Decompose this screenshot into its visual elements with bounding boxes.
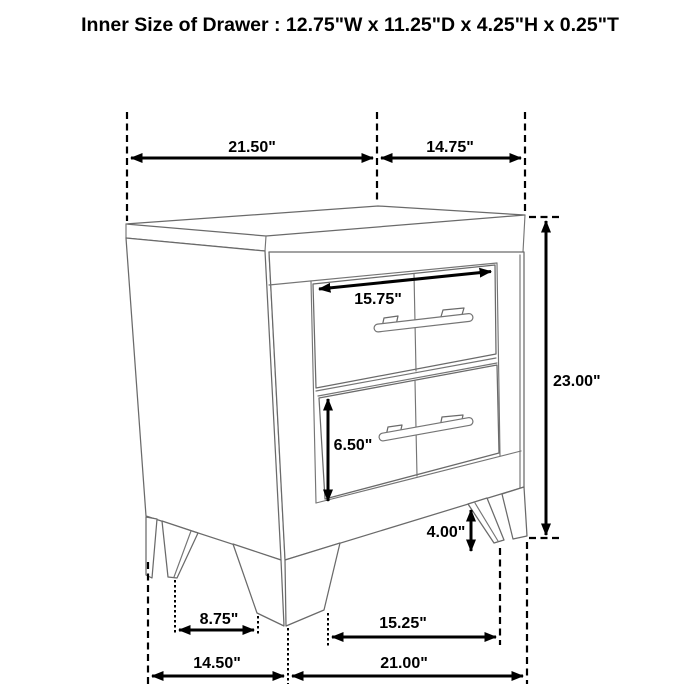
dim-top-right-depth [381,112,525,212]
page-title: Inner Size of Drawer : 12.75"W x 11.25"D x 4.25"H x 0.25"T [81,14,619,36]
dim-front-leg-gap [175,580,258,634]
back-right-leg [502,487,527,539]
dimension-label: 8.75" [199,611,239,628]
dim-top-left-width [127,112,377,221]
dimension-label: 14.50" [193,655,241,672]
dimension-label: 4.00" [426,524,466,541]
dimension-label: 23.00" [553,373,601,390]
front-right-leg [468,498,504,543]
dimension-label: 15.25" [379,615,427,632]
dimension-label: 6.50" [333,437,373,454]
dim-leg-clearance-height [427,510,471,551]
dimension-label: 14.75" [426,139,474,156]
dim-side-leg-gap [328,548,500,646]
dimension-label: 21.50" [228,139,276,156]
dimension-label: 21.00" [380,655,428,672]
dim-overall-height [529,217,601,538]
left-side-panel [126,238,285,560]
dimension-label: 15.75" [354,291,402,308]
